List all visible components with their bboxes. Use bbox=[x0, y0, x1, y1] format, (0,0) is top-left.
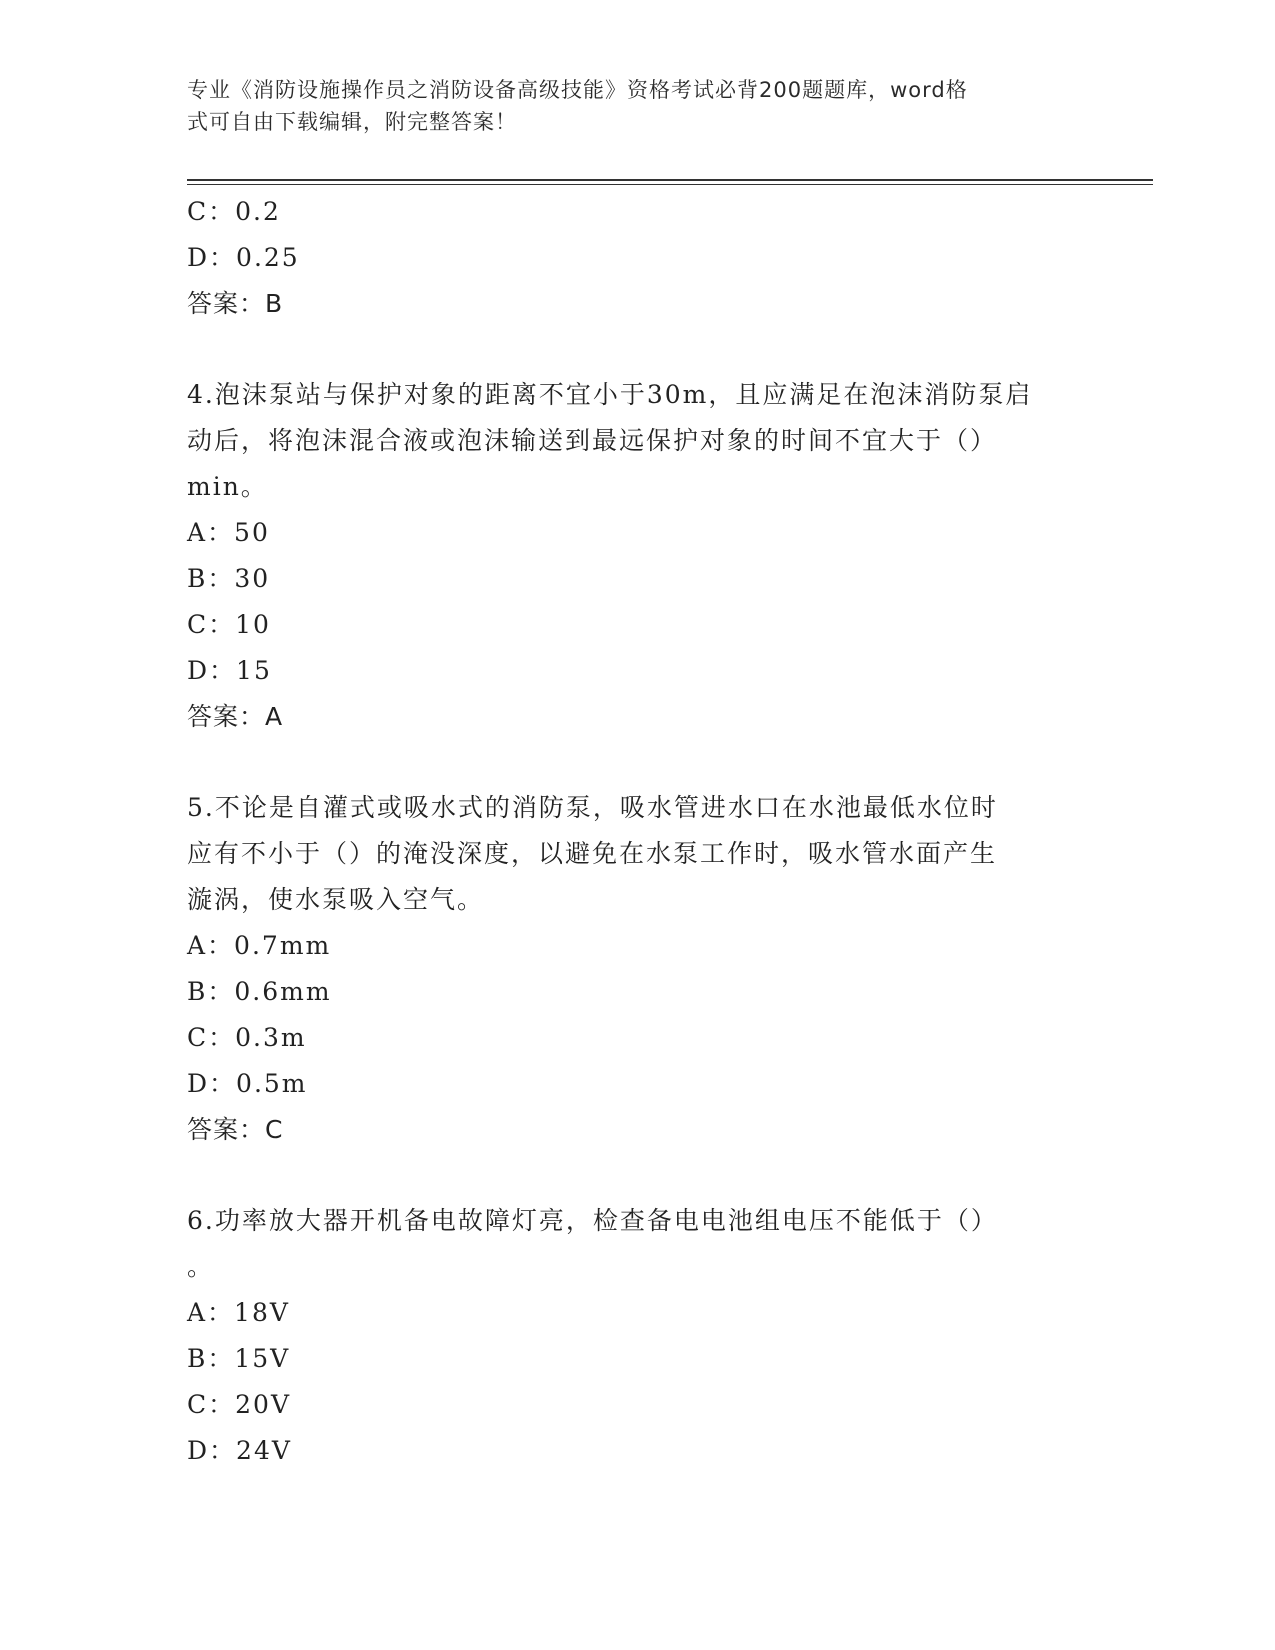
option-d: D：15 bbox=[187, 656, 272, 685]
option-d: D：0.5m bbox=[187, 1069, 308, 1098]
option-b: B：15V bbox=[187, 1344, 291, 1373]
question-text-line: 漩涡，使水泵吸入空气。 bbox=[187, 885, 485, 914]
question-text-line: 。 bbox=[187, 1252, 215, 1281]
header-line-1: 专业《消防设施操作员之消防设备高级技能》资格考试必背200题题库，word格 bbox=[187, 78, 968, 102]
spacer bbox=[187, 740, 1087, 785]
question-4 bbox=[187, 372, 1087, 740]
option-b: B：0.6mm bbox=[187, 977, 332, 1006]
question-text-line: 6.功率放大器开机备电故障灯亮，检查备电电池组电压不能低于（） bbox=[187, 1206, 998, 1235]
option-c: C：20V bbox=[187, 1390, 291, 1419]
question-text-line: min。 bbox=[187, 472, 268, 501]
question-6 bbox=[187, 1198, 1087, 1474]
question-3 bbox=[187, 189, 1087, 327]
question-text-line: 4.泡沫泵站与保护对象的距离不宜小于30m，且应满足在泡沫消防泵启 bbox=[187, 380, 1033, 409]
document-header bbox=[187, 74, 1067, 138]
answer: 答案：C bbox=[187, 1115, 284, 1144]
header-rule-thick bbox=[187, 179, 1153, 181]
question-text-line: 应有不小于（）的淹没深度，以避免在水泵工作时，吸水管水面产生 bbox=[187, 839, 998, 868]
option-a: A：0.7mm bbox=[187, 931, 332, 960]
question-text-line: 动后，将泡沫混合液或泡沫输送到最远保护对象的时间不宜大于（） bbox=[187, 426, 998, 455]
header-rule-thin bbox=[187, 184, 1153, 185]
answer: 答案：B bbox=[187, 289, 284, 318]
question-5 bbox=[187, 785, 1087, 1153]
header-line-2: 式可自由下载编辑，附完整答案！ bbox=[187, 110, 517, 134]
option-c: C：0.2 bbox=[187, 197, 281, 226]
spacer bbox=[187, 327, 1087, 372]
option-c: C：0.3m bbox=[187, 1023, 307, 1052]
spacer bbox=[187, 1153, 1087, 1198]
option-a: A：50 bbox=[187, 518, 270, 547]
question-text-line: 5.不论是自灌式或吸水式的消防泵，吸水管进水口在水池最低水位时 bbox=[187, 793, 998, 822]
option-a: A：18V bbox=[187, 1298, 290, 1327]
option-d: D：24V bbox=[187, 1436, 292, 1465]
option-c: C：10 bbox=[187, 610, 271, 639]
answer: 答案：A bbox=[187, 702, 284, 731]
question-list bbox=[187, 189, 1087, 1474]
option-b: B：30 bbox=[187, 564, 271, 593]
option-d: D：0.25 bbox=[187, 243, 300, 272]
